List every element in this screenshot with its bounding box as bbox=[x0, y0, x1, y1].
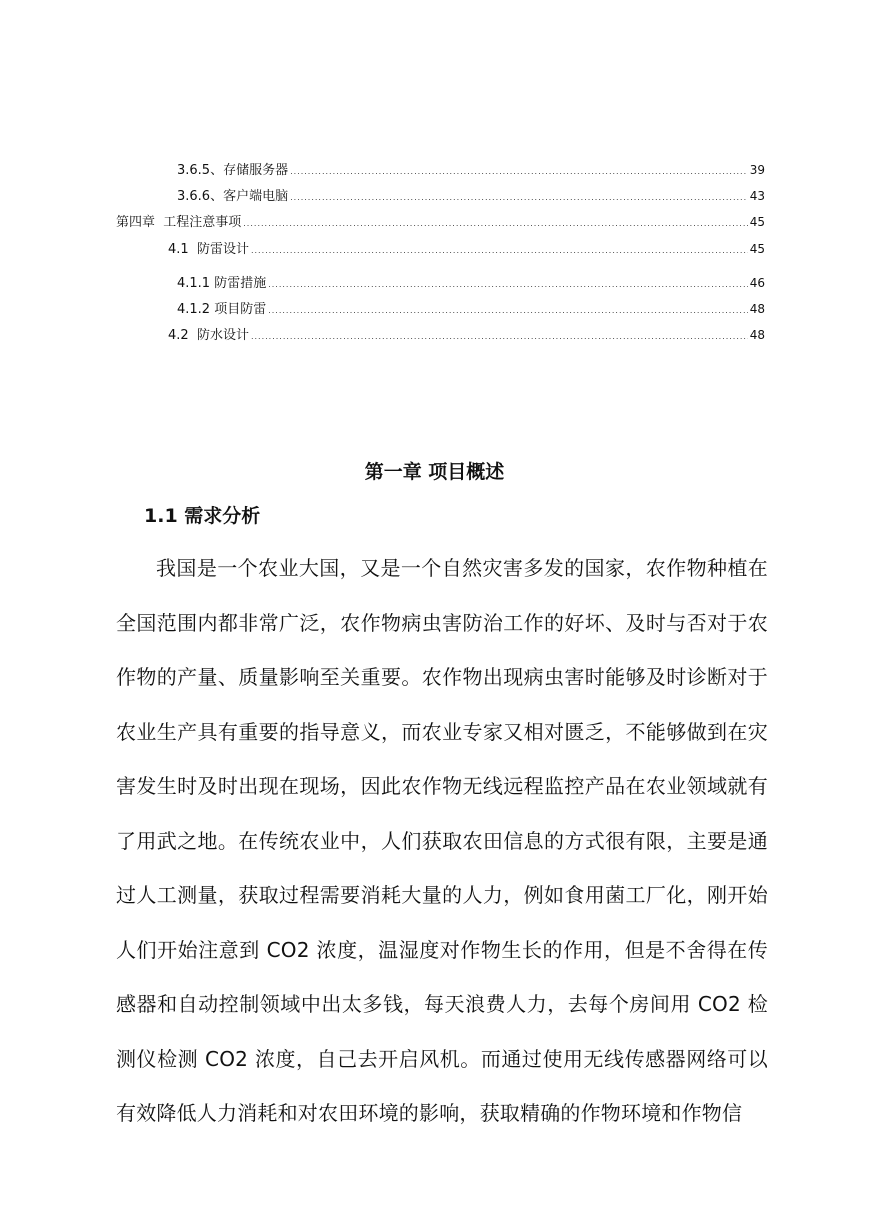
toc-entry-page: 46 bbox=[749, 276, 765, 290]
toc-entry[interactable] bbox=[116, 214, 765, 230]
toc-leader-dots bbox=[268, 277, 748, 293]
toc-leader-dots bbox=[251, 329, 748, 345]
toc-entry[interactable] bbox=[177, 301, 765, 317]
toc-entry-label: 第四章 工程注意事项 bbox=[116, 215, 242, 230]
toc-entry-label: 3.6.6、客户端电脑 bbox=[177, 189, 289, 204]
toc-entry-label: 4.1.2 项目防雷 bbox=[177, 302, 267, 317]
toc-entry[interactable] bbox=[168, 241, 765, 257]
toc-leader-dots bbox=[268, 303, 748, 319]
toc-entry-label: 4.1.1 防雷措施 bbox=[177, 276, 267, 291]
toc-entry-label: 3.6.5、存储服务器 bbox=[177, 163, 289, 178]
toc-leader-dots bbox=[290, 164, 748, 180]
toc-entry[interactable] bbox=[168, 327, 765, 343]
toc-entry-page: 45 bbox=[749, 242, 765, 256]
toc-entry-page: 43 bbox=[749, 189, 765, 203]
toc-entry[interactable] bbox=[177, 162, 765, 178]
toc-entry-page: 48 bbox=[749, 328, 765, 342]
toc-entry-page: 39 bbox=[749, 163, 765, 177]
toc-entry-page: 45 bbox=[749, 215, 765, 229]
toc-entry-page: 48 bbox=[749, 302, 765, 316]
toc-entry-label: 4.1 防雷设计 bbox=[168, 242, 249, 257]
toc-leader-dots bbox=[243, 216, 747, 232]
toc-entry[interactable] bbox=[177, 275, 765, 291]
section-title: 1.1 需求分析 bbox=[144, 505, 261, 527]
toc-leader-dots bbox=[251, 243, 748, 259]
toc-leader-dots bbox=[290, 190, 748, 206]
toc-entry[interactable] bbox=[177, 188, 765, 204]
body-paragraph: 我国是一个农业大国，又是一个自然灾害多发的国家，农作物种植在全国范围内都非常广泛，农作物病虫害防治工作的好坏、及时与否对于农作物的产量、质量影响至关重要。农作物出现病虫害时能够及时诊断对于农业生产具有重要的指导意义，而农业专家又相对匮乏，不能够做到在灾害发生时及时出现在现场，因此农作物无线远程监控产品在农业领域就有了用武之地。在传统农业中，人们获取农田信息的方式很有限，主要是通过人工测量，获取过程需要消耗大量的人力，例如食用菌工厂化，刚开始人们开始注意到 CO2 浓度，温湿度对作物生长的作用，但是不舍得在传感器和自动控制领域中出太多钱，每天浪费人力，去每个房间用 CO2 检测仪检测 CO2 浓度，自己去开启风机。而通过使用无线传感器网络可以有效降低人力消耗和对农田环境的影响，获取精确的作物环境和作物信 bbox=[116, 556, 768, 1125]
chapter-title: 第一章 项目概述 bbox=[364, 461, 505, 483]
toc-entry-label: 4.2 防水设计 bbox=[168, 328, 249, 343]
